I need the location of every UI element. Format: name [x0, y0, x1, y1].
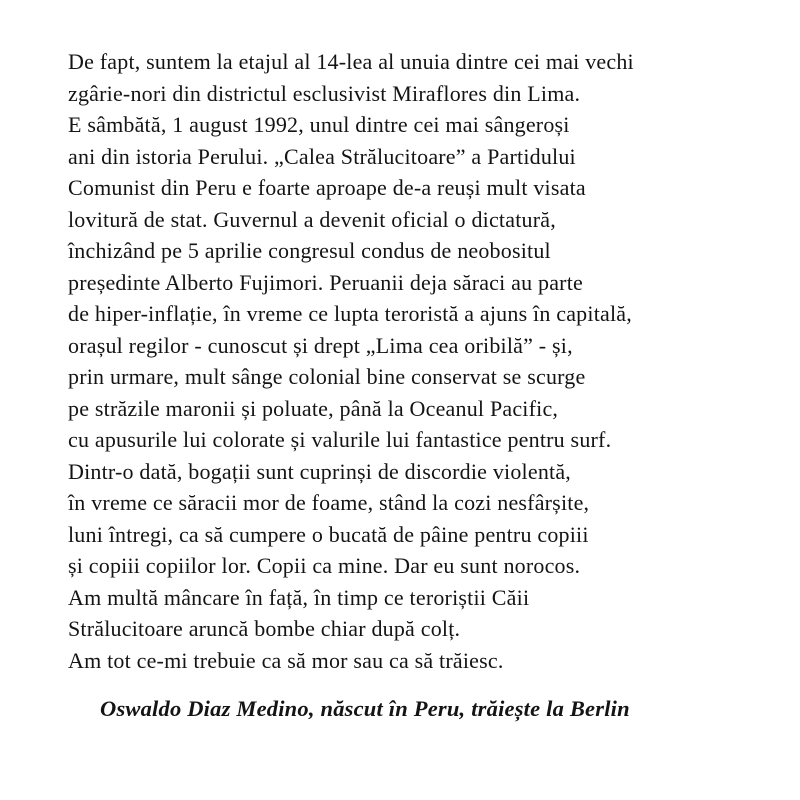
text-line: ani din istoria Perului. „Calea Strălucitoare” a Partidului [68, 143, 576, 169]
text-line: zgârie-nori din districtul esclusivist Miraflores din Lima. [68, 80, 581, 106]
text-line: luni întregi, ca să cumpere o bucată de pâine pentru copiii [68, 521, 589, 547]
text-line: pe străzile maronii și poluate, până la Oceanul Pacific, [68, 395, 559, 421]
text-line: lovitură de stat. Guvernul a devenit oficial o dictatură, [68, 206, 556, 232]
text-line: președinte Alberto Fujimori. Peruanii deja săraci au parte [68, 269, 583, 295]
text-line: cu apusurile lui colorate și valurile lui fantastice pentru surf. [68, 427, 612, 452]
text-line: prin urmare, mult sânge colonial bine conservat se scurge [68, 364, 586, 389]
author-byline: Oswaldo Diaz Medino, născut în Peru, trăiește la Berlin [100, 696, 630, 721]
text-line: Am multă mâncare în față, în timp ce teroriștii Căii [68, 584, 530, 610]
text-line: de hiper-inflație, în vreme ce lupta teroristă a ajuns în capitală, [68, 301, 632, 326]
text-line: Dintr-o dată, bogații sunt cuprinși de discordie violentă, [68, 458, 571, 484]
poem-body [68, 46, 760, 676]
text-line: închizând pe 5 aprilie congresul condus de neobositul [68, 238, 551, 263]
text-line: orașul regilor - cunoscut și drept „Lima cea oribilă” - și, [68, 332, 573, 358]
text-line: Am tot ce-mi trebuie ca să mor sau ca să trăiesc. [68, 647, 504, 673]
text-line: Comunist din Peru e foarte aproape de-a reuși mult visata [68, 175, 586, 200]
text-line: Strălucitoare aruncă bombe chiar după colț. [68, 616, 461, 641]
text-line: și copiii copiilor lor. Copii ca mine. Dar eu sunt norocos. [68, 553, 581, 578]
text-line: E sâmbătă, 1 august 1992, unul dintre cei mai sângeroși [68, 112, 570, 137]
text-line: De fapt, suntem la etajul al 14-lea al unuia dintre cei mai vechi [68, 49, 634, 74]
text-line: în vreme ce săracii mor de foame, stând la cozi nesfârșite, [68, 490, 590, 515]
